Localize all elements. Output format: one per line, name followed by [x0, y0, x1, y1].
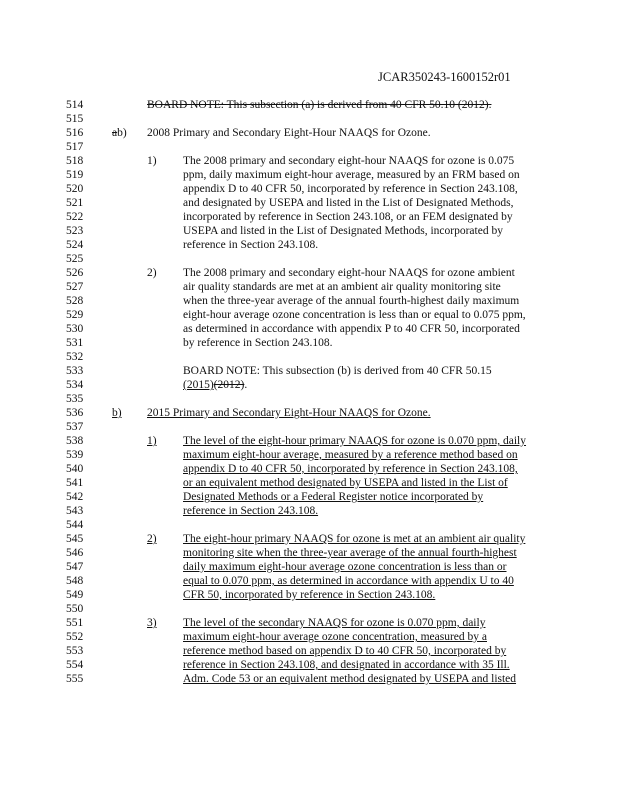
line-number: 523: [66, 225, 84, 237]
ab-item2-line: by reference in Section 243.108.: [183, 337, 333, 349]
subsection-ab-marker: ab): [112, 127, 127, 139]
line-number: 534: [66, 379, 84, 391]
ab-item1-line: The 2008 primary and secondary eight-hour NAAQS for ozone is 0.075: [183, 155, 515, 167]
ab-item2-line: as determined in accordance with appendix P to 40 CFR 50, incorporated: [183, 323, 520, 335]
b-item1-line: Designated Methods or a Federal Register notice incorporated by: [183, 491, 484, 503]
board-note-b-old-year: (2012): [213, 379, 245, 391]
ab-item2-line: eight-hour average ozone concentration is less than or equal to 0.075 ppm,: [183, 309, 526, 321]
b-item1-line: reference in Section 243.108.: [183, 505, 319, 517]
board-note-b-new-year: (2015): [183, 379, 214, 391]
b-item3-line: maximum eight-hour average ozone concentration, measured by a: [183, 631, 487, 643]
line-number: 531: [66, 337, 84, 349]
line-number: 541: [66, 477, 84, 489]
b-item3-line: reference method based on appendix D to 40 CFR 50, incorporated by: [183, 645, 507, 657]
b-item2-line: equal to 0.070 ppm, as determined in accordance with appendix U to 40: [183, 575, 514, 587]
line-number: 532: [66, 351, 84, 363]
ab-item1-line: ppm, daily maximum eight-hour average, measured by an FRM based on: [183, 169, 520, 181]
line-number: 551: [66, 617, 84, 629]
line-number: 530: [66, 323, 84, 335]
b-item3-line: reference in Section 243.108, and designated in accordance with 35 Ill.: [183, 659, 510, 671]
line-number: 546: [66, 547, 84, 559]
b-item1-marker: 1): [147, 435, 157, 447]
line-number: 521: [66, 197, 84, 209]
line-number: 525: [66, 253, 84, 265]
document-header: JCAR350243-1600152r01: [378, 70, 511, 84]
line-number: 548: [66, 575, 84, 587]
line-number: 528: [66, 295, 84, 307]
line-number: 538: [66, 435, 84, 447]
ab-item2-line: when the three-year average of the annual fourth-highest daily maximum: [183, 295, 520, 307]
b-item2-line: daily maximum eight-hour average ozone concentration is less than or: [183, 561, 507, 573]
line-number: 522: [66, 211, 84, 223]
b-item1-line: or an equivalent method designated by USEPA and listed in the List of: [183, 477, 508, 489]
line-number: 524: [66, 239, 84, 251]
ab-item1-line: reference in Section 243.108.: [183, 239, 319, 251]
board-note-b-line2: [183, 380, 247, 392]
line-number: 514: [66, 99, 84, 111]
line-number: 549: [66, 589, 84, 601]
ab-item2-marker: 2): [147, 267, 157, 279]
line-number: 543: [66, 505, 84, 517]
line-number: 529: [66, 309, 84, 321]
line-number: 555: [66, 673, 84, 685]
line-number: 553: [66, 645, 84, 657]
b-item3-line: Adm. Code 53 or an equivalent method designated by USEPA and listed: [183, 673, 517, 685]
line-number: 547: [66, 561, 84, 573]
board-note-b-line1: BOARD NOTE: This subsection (b) is derived from 40 CFR 50.15: [183, 365, 492, 377]
line-number: 519: [66, 169, 84, 181]
line-number: 516: [66, 127, 84, 139]
line-number: 515: [66, 113, 84, 125]
b-item2-line: CFR 50, incorporated by reference in Section 243.108.: [183, 589, 436, 601]
line-number: 520: [66, 183, 84, 195]
line-number: 552: [66, 631, 84, 643]
ab-item2-line: The 2008 primary and secondary eight-hour NAAQS for ozone ambient: [183, 267, 515, 279]
ab-item2-line: air quality standards are met at an ambient air quality monitoring site: [183, 281, 501, 293]
line-number: 550: [66, 603, 84, 615]
ab-item1-line: USEPA and listed in the List of Designated Methods, incorporated by: [183, 225, 503, 237]
line-number: 539: [66, 449, 84, 461]
subsection-b-marker: b): [112, 407, 122, 419]
b-item3-marker: 3): [147, 617, 157, 629]
b-item3-line: The level of the secondary NAAQS for ozone is 0.070 ppm, daily: [183, 617, 486, 629]
b-item1-line: The level of the eight-hour primary NAAQS for ozone is 0.070 ppm, daily: [183, 435, 527, 447]
line-number: 542: [66, 491, 84, 503]
line-number: 554: [66, 659, 84, 671]
line-number: 540: [66, 463, 84, 475]
b-item2-line: The eight-hour primary NAAQS for ozone is met at an ambient air quality: [183, 533, 526, 545]
line-number: 544: [66, 519, 84, 531]
line-number: 545: [66, 533, 84, 545]
b-item2-line: monitoring site when the three-year average of the annual fourth-highest: [183, 547, 517, 559]
board-note-b-period: .: [244, 379, 248, 391]
line-number: 533: [66, 365, 84, 377]
ab-item1-line: incorporated by reference in Section 243.108, or an FEM designated by: [183, 211, 513, 223]
b-item2-marker: 2): [147, 533, 157, 545]
board-note-a: BOARD NOTE: This subsection (a) is derived from 40 CFR 50.10 (2012).: [147, 99, 492, 111]
subsection-b-title: 2015 Primary and Secondary Eight-Hour NAAQS for Ozone.: [147, 407, 431, 419]
ab-item1-line: and designated by USEPA and listed in the List of Designated Methods,: [183, 197, 514, 209]
line-number: 537: [66, 421, 84, 433]
subsection-ab-title: 2008 Primary and Secondary Eight-Hour NAAQS for Ozone.: [147, 127, 431, 139]
line-number: 518: [66, 155, 84, 167]
line-number: 527: [66, 281, 84, 293]
b-item1-line: appendix D to 40 CFR 50, incorporated by reference in Section 243.108,: [183, 463, 518, 475]
line-number: 536: [66, 407, 84, 419]
b-item1-line: maximum eight-hour average, measured by a reference method based on: [183, 449, 518, 461]
ab-item1-marker: 1): [147, 155, 157, 167]
ab-item1-line: appendix D to 40 CFR 50, incorporated by reference in Section 243.108,: [183, 183, 518, 195]
line-number: 517: [66, 141, 84, 153]
line-number: 535: [66, 393, 84, 405]
line-number: 526: [66, 267, 84, 279]
